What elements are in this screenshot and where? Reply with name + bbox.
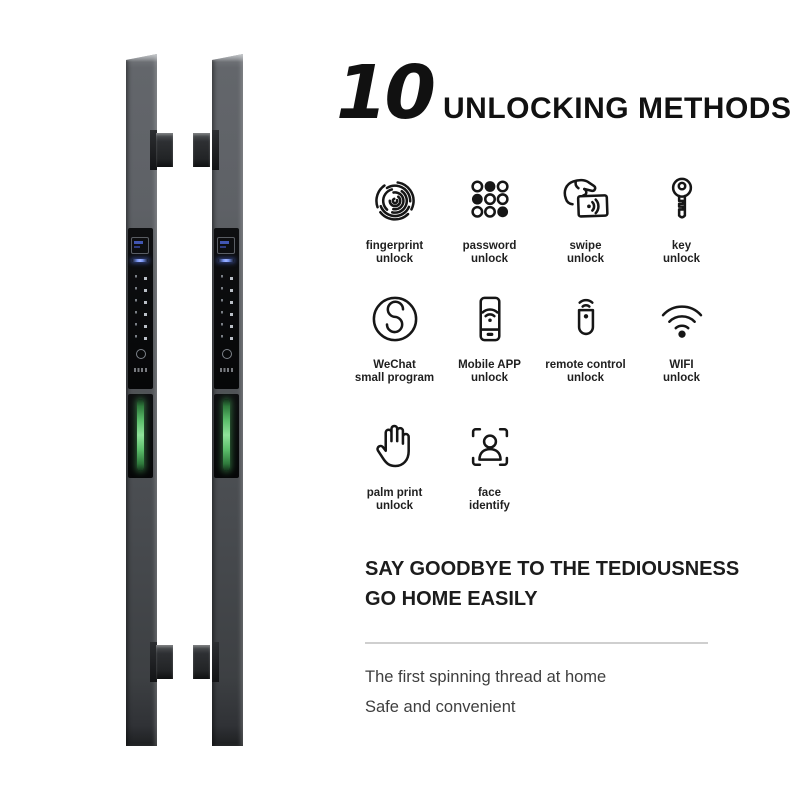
headline-line-1: SAY GOODBYE TO THE TEDIOUSNESS (365, 558, 740, 580)
password-icon (463, 173, 517, 227)
method-fingerprint (347, 173, 442, 266)
subtext-line-1: The first spinning thread at home (365, 668, 607, 686)
subtext (365, 662, 606, 722)
palm-print-icon (368, 420, 422, 474)
headline-line-2: GO HOME EASILY (365, 588, 538, 610)
method-label: WeChat small program (354, 359, 435, 384)
scanner-panel (128, 394, 153, 478)
method-label: fingerprint unlock (365, 240, 424, 265)
keypad-dots-column (230, 277, 233, 341)
blue-led-line (218, 259, 234, 262)
title-text: UNLOCKING METHODS (442, 92, 792, 125)
display-glyph (134, 246, 140, 248)
bracket-plate (212, 130, 219, 170)
door-handle-left (126, 54, 157, 746)
method-label: password unlock (462, 240, 517, 265)
keypad-panel (214, 228, 239, 389)
method-label: Mobile APP unlock (458, 359, 521, 384)
remote-control-icon (559, 292, 613, 346)
bracket-block (193, 133, 210, 167)
method-palm-print (347, 420, 442, 513)
headline (365, 554, 739, 614)
method-key (634, 173, 729, 266)
method-label: key unlock (662, 240, 701, 265)
green-led-strip (137, 399, 144, 471)
method-face-identify (442, 420, 537, 513)
divider-line (365, 642, 708, 644)
brand-logo (134, 368, 147, 372)
method-label: swipe unlock (566, 240, 605, 265)
swipe-card-icon (559, 173, 613, 227)
display-glyph (220, 241, 229, 244)
door-handle-right (212, 54, 243, 746)
fingerprint-icon (368, 173, 422, 227)
doorbell-button (222, 349, 232, 359)
wifi-icon (655, 292, 709, 346)
bracket-plate (212, 642, 219, 682)
green-led-strip (223, 399, 230, 471)
bracket-block (193, 645, 210, 679)
mobile-app-icon (463, 292, 517, 346)
keypad-dots-column (144, 277, 147, 341)
keypad-dots-column (221, 275, 224, 339)
key-icon (655, 173, 709, 227)
method-label: palm print unlock (366, 487, 423, 512)
bracket-block (156, 645, 173, 679)
scanner-panel (214, 394, 239, 478)
method-remote-control (538, 292, 633, 385)
method-wechat (347, 292, 442, 385)
face-identify-icon (463, 420, 517, 474)
title-number: 10 (336, 50, 433, 136)
method-label: remote control unlock (545, 359, 626, 384)
wechat-mini-program-icon (368, 292, 422, 346)
method-password (442, 173, 537, 266)
mount-bracket-top (150, 130, 176, 170)
method-wifi (634, 292, 729, 385)
display-screen (217, 237, 235, 254)
display-glyph (134, 241, 143, 244)
subtext-line-2: Safe and convenient (365, 698, 516, 716)
mount-bracket-top (193, 130, 219, 170)
page-title (336, 50, 792, 136)
doorbell-button (136, 349, 146, 359)
method-label: face identify (469, 487, 510, 512)
display-screen (131, 237, 149, 254)
mount-bracket-bottom (193, 642, 219, 682)
bracket-block (156, 133, 173, 167)
blue-led-line (132, 259, 148, 262)
method-label: WIFI unlock (662, 359, 701, 384)
display-glyph (220, 246, 226, 248)
method-swipe (538, 173, 633, 266)
method-mobile-app (442, 292, 537, 385)
keypad-dots-column (135, 275, 138, 339)
mount-bracket-bottom (150, 642, 176, 682)
brand-logo (220, 368, 233, 372)
keypad-panel (128, 228, 153, 389)
